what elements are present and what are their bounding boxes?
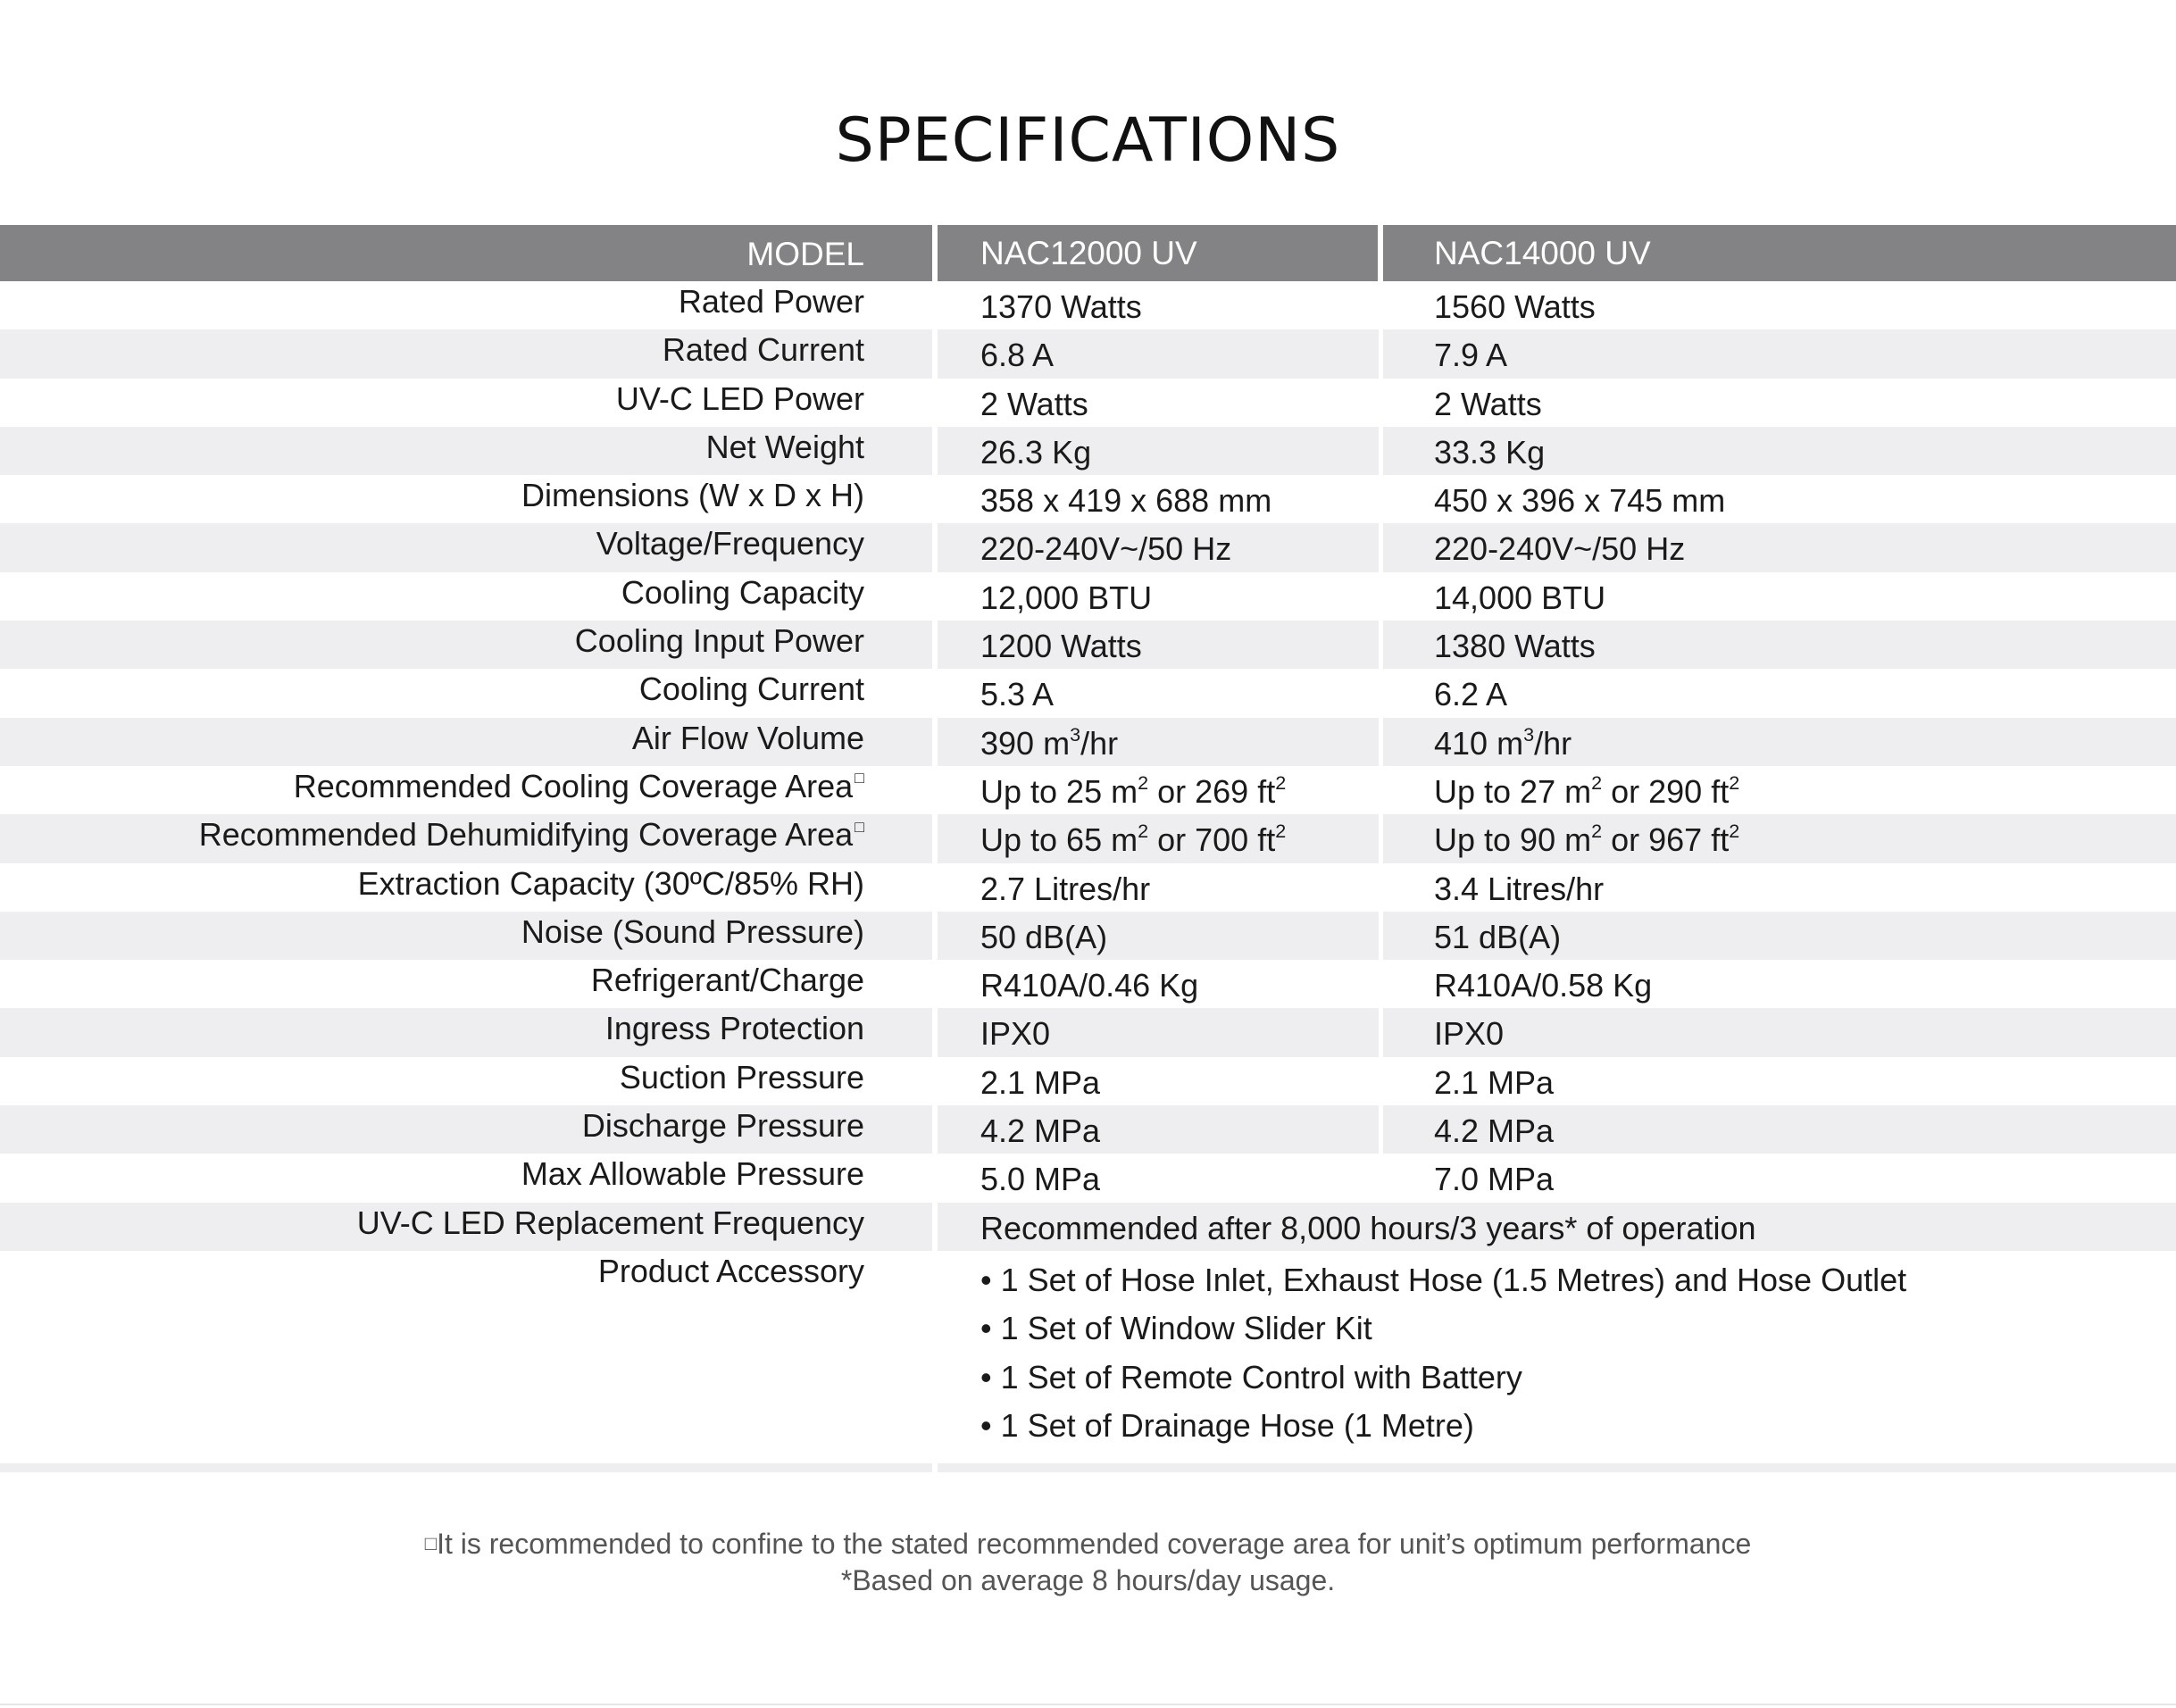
row-label: Max Allowable Pressure: [521, 1155, 864, 1193]
row-value-model-2: 2 Watts: [1434, 385, 1542, 422]
row-label: Net Weight: [0, 427, 932, 475]
row-label: UV-C LED Replacement Frequency: [0, 1203, 932, 1251]
row-value-model-1: Up to 65 $m^2$ or 700 $ft^2$: [938, 814, 1379, 862]
table-row: [0, 718, 2176, 766]
spec-table: [0, 225, 2176, 1454]
table-row: [0, 523, 2176, 571]
table-row: [0, 1154, 2176, 1202]
table-row: [0, 281, 2176, 329]
row-value-model-2: 3.4 Litres/hr: [1434, 870, 1605, 907]
row-value-model-1: Up to 25 $m^2$ or 269 $ft^2$: [980, 771, 1287, 810]
table-row: [0, 1057, 2176, 1105]
table-row: [0, 863, 2176, 912]
row-value-model-1: 26.3 Kg: [938, 427, 1379, 475]
divider: [0, 1704, 2176, 1705]
table-row: [0, 669, 2176, 717]
row-value-model-2: 2.1 MPa: [1434, 1063, 1555, 1101]
row-value-model-1: 6.8 A: [938, 329, 1379, 378]
row-value-model-2: 33.3 Kg: [1383, 427, 2176, 475]
footnotes: [0, 1527, 2176, 1597]
table-row: [0, 427, 2176, 475]
row-value-model-1: 358 x 419 x 688 mm: [980, 482, 1272, 520]
list-item: • 1 Set of Hose Inlet, Exhaust Hose (1.5 Metres) and Hose Outlet: [980, 1261, 1907, 1298]
row-value-model-2: 14,000 BTU: [1434, 579, 1606, 616]
list-item: • 1 Set of Remote Control with Battery: [980, 1358, 1522, 1396]
row-value-model-1: 1370 Watts: [980, 288, 1142, 325]
row-label: Voltage/Frequency: [0, 523, 932, 571]
row-label: Cooling Current: [638, 671, 864, 708]
row-value-model-2: 220-240V~/50 Hz: [1383, 523, 2176, 571]
table-row: [0, 475, 2176, 523]
row-value-model-1: 5.0 MPa: [980, 1161, 1101, 1198]
row-value-model-1: 4.2 MPa: [938, 1105, 1379, 1154]
table-header: [0, 225, 2176, 281]
row-label: Refrigerant/Charge: [590, 962, 864, 999]
box-icon: □: [424, 1531, 438, 1554]
table-row: [0, 572, 2176, 621]
table-row: [0, 1008, 2176, 1056]
list-item: • 1 Set of Window Slider Kit: [980, 1310, 1372, 1347]
list-item: • 1 Set of Drainage Hose (1 Metre): [980, 1406, 1474, 1444]
row-value-model-2: 6.2 A: [1434, 676, 1508, 713]
row-value-model-2: 1560 Watts: [1434, 288, 1596, 325]
row-label: Rated Current: [0, 329, 932, 378]
row-value-model-1: 2.7 Litres/hr: [980, 870, 1151, 907]
page-title: SPECIFICATIONS: [835, 105, 1341, 176]
row-label: Recommended Cooling Coverage Area □: [293, 767, 864, 804]
row-value-model-2: 7.9 A: [1383, 329, 2176, 378]
box-icon: □: [855, 769, 864, 787]
header-model-2: NAC14000 UV: [1434, 235, 1651, 271]
box-icon: □: [855, 817, 864, 836]
row-label: Discharge Pressure: [0, 1105, 932, 1154]
coverage-footnote: □It is recommended to confine to the stated recommended coverage area for unit’s optimum performance: [424, 1528, 1752, 1560]
row-value-model-2: 410 $m^3/hr$: [1383, 718, 2176, 766]
row-value-model-1: 50 dB(A): [938, 912, 1379, 960]
row-value-model-2: IPX0: [1383, 1008, 2176, 1056]
row-value-model-1: IPX0: [938, 1008, 1379, 1056]
row-label: Extraction Capacity (30ºC/85% RH): [357, 864, 864, 902]
row-value-model-1: 5.3 A: [980, 676, 1055, 713]
table-row: [0, 912, 2176, 960]
row-value-model-2: 4.2 MPa: [1383, 1105, 2176, 1154]
row-value-model-2: 51 dB(A): [1383, 912, 2176, 960]
table-row: [0, 814, 2176, 862]
row-value-model-2: R410A/0.58 Kg: [1434, 967, 1653, 1004]
row-value-model-1: 2 Watts: [980, 385, 1088, 422]
row-label: Product Accessory: [597, 1252, 864, 1289]
row-value-model-1: 390 $m^3/hr$: [938, 718, 1379, 766]
row-value-model-2: Up to 27 $m^2$ or 290 $ft^2$: [1434, 771, 1740, 810]
row-value-model-2: 7.0 MPa: [1434, 1161, 1555, 1198]
table-bottom-rule: [0, 1463, 2176, 1472]
row-value-model-2: Up to 90 $m^2$ or 967 $ft^2$: [1383, 814, 2176, 862]
row-label: Air Flow Volume: [0, 718, 932, 766]
row-label: Rated Power: [678, 283, 864, 320]
row-label: Cooling Input Power: [0, 621, 932, 669]
row-value-model-1: 1200 Watts: [938, 621, 1379, 669]
usage-footnote: *Based on average 8 hours/day usage.: [840, 1563, 1336, 1596]
row-value-model-2: 1380 Watts: [1383, 621, 2176, 669]
row-label: Dimensions (W x D x H): [521, 477, 864, 514]
table-row: [0, 960, 2176, 1008]
table-row: [0, 329, 2176, 378]
row-value-model-1: 220-240V~/50 Hz: [938, 523, 1379, 571]
row-label: Suction Pressure: [619, 1058, 864, 1096]
row-label: Noise (Sound Pressure): [0, 912, 932, 960]
table-row: [0, 379, 2176, 427]
header-model-1: NAC12000 UV: [980, 235, 1197, 271]
uvc-replacement-row: [0, 1203, 2176, 1251]
accessory-row: [0, 1251, 2176, 1454]
row-label: Ingress Protection: [0, 1008, 932, 1056]
accessory-list: [938, 1251, 1906, 1450]
table-row: [0, 621, 2176, 669]
row-value-model-1: 2.1 MPa: [980, 1063, 1101, 1101]
table-row: [0, 766, 2176, 814]
header-model-label: MODEL: [746, 236, 864, 272]
row-label: UV-C LED Power: [615, 379, 864, 417]
table-row: [0, 1105, 2176, 1154]
row-label: Cooling Capacity: [621, 573, 864, 611]
row-label: Recommended Dehumidifying Coverage Area □: [0, 814, 932, 862]
row-value-model-1: 12,000 BTU: [980, 579, 1153, 616]
row-value-model-2: 450 x 396 x 745 mm: [1434, 482, 1726, 520]
row-value-model-1: R410A/0.46 Kg: [980, 967, 1199, 1004]
row-value: Recommended after 8,000 hours/3 years* of operation: [938, 1203, 2176, 1251]
